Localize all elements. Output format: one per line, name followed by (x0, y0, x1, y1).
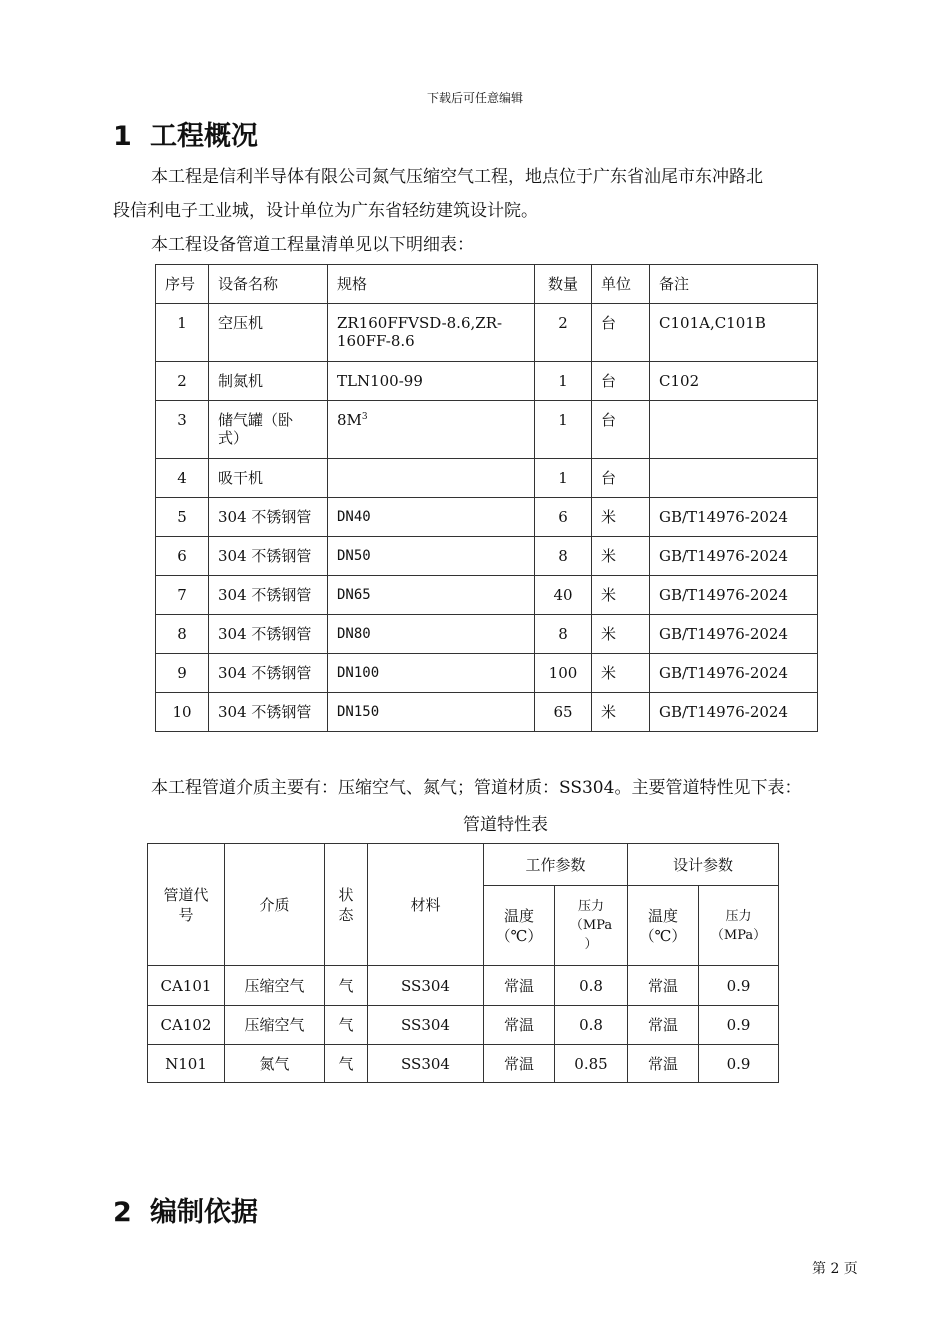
equipment-qty: 8 (535, 537, 592, 576)
spec-superscript: 3 (361, 412, 368, 422)
equipment-unit: 米 (592, 498, 650, 537)
equipment-qty: 1 (535, 459, 592, 498)
table-row (156, 537, 818, 576)
intro-line-1: 本工程是信利半导体有限公司氮气压缩空气工程，地点位于广东省汕尾市东冲路北 (151, 167, 763, 187)
header-line: 状 (338, 885, 354, 904)
pipe-code: CA101 (148, 966, 225, 1006)
equipment-unit: 台 (592, 401, 650, 459)
table-row (156, 615, 818, 654)
equipment-qty: 2 (535, 304, 592, 362)
spec-value: 8M (337, 411, 362, 429)
pipe-work-temp: 常温 (484, 1045, 555, 1083)
spec-line: ZR160FFVSD-8.6,ZR- (337, 314, 503, 332)
equipment-name: 304 不锈钢管 (209, 576, 328, 615)
table-row (156, 576, 818, 615)
header-design-pressure (699, 886, 779, 966)
equipment-name: 空压机 (209, 304, 328, 362)
header-line: 压力 (578, 899, 605, 914)
equipment-name (209, 401, 328, 459)
header-note: 下载后可任意编辑 (426, 91, 523, 105)
equipment-name: 304 不锈钢管 (209, 693, 328, 732)
header-line: 号 (178, 905, 194, 924)
table-row (148, 1006, 779, 1045)
equipment-spec: DN150 (328, 693, 535, 732)
table-header-row (156, 265, 818, 304)
pipe-design-pressure: 0.9 (699, 1045, 779, 1083)
equipment-spec: DN65 (328, 576, 535, 615)
pipe-code: CA102 (148, 1006, 225, 1045)
header-work-temp (484, 886, 555, 966)
section-2-heading (113, 1190, 258, 1229)
pipe-work-pressure: 0.85 (555, 1045, 628, 1083)
pipe-design-temp: 常温 (628, 1045, 699, 1083)
row-number: 5 (156, 498, 209, 537)
medium-paragraph (113, 771, 913, 805)
pipe-state: 气 (325, 966, 368, 1006)
equipment-qty: 65 (535, 693, 592, 732)
equipment-name: 304 不锈钢管 (209, 537, 328, 576)
pipe-work-temp: 常温 (484, 1006, 555, 1045)
pipe-state: 气 (325, 1006, 368, 1045)
section-1-heading (113, 114, 258, 153)
header-design-params: 设计参数 (628, 844, 779, 886)
equipment-spec: DN40 (328, 498, 535, 537)
table-row (148, 1045, 779, 1083)
header-line: （℃） (495, 926, 543, 945)
section-title: 编制依据 (150, 1197, 258, 1228)
pipe-state: 气 (325, 1045, 368, 1083)
name-line: 式） (218, 429, 249, 447)
pipe-medium: 压缩空气 (225, 966, 325, 1006)
table-row (156, 401, 818, 459)
equipment-spec: DN80 (328, 615, 535, 654)
intro-paragraph (113, 160, 863, 262)
header-line: ） (584, 937, 598, 952)
pipe-header-row (148, 844, 779, 886)
row-number: 8 (156, 615, 209, 654)
pipe-code: N101 (148, 1045, 225, 1083)
section-number: 1 (113, 121, 132, 152)
section-title: 工程概况 (150, 121, 258, 152)
equipment-qty: 40 (535, 576, 592, 615)
equipment-spec: DN100 (328, 654, 535, 693)
header-line: 管道代 (163, 885, 209, 904)
equipment-spec: TLN100-99 (328, 362, 535, 401)
table-row (156, 693, 818, 732)
section-number: 2 (113, 1197, 132, 1228)
equipment-name: 304 不锈钢管 (209, 498, 328, 537)
row-number: 3 (156, 401, 209, 459)
pipe-design-temp: 常温 (628, 1006, 699, 1045)
header-cell: 数量 (535, 265, 592, 304)
pipe-work-pressure: 0.8 (555, 1006, 628, 1045)
equipment-qty: 1 (535, 401, 592, 459)
row-number: 1 (156, 304, 209, 362)
header-cell: 单位 (592, 265, 650, 304)
row-number: 7 (156, 576, 209, 615)
equipment-unit: 米 (592, 615, 650, 654)
pipe-medium: 氮气 (225, 1045, 325, 1083)
header-line: （MPa (569, 918, 613, 933)
equipment-qty: 8 (535, 615, 592, 654)
equipment-spec (328, 459, 535, 498)
pipe-work-pressure: 0.8 (555, 966, 628, 1006)
name-line: 储气罐（卧 (218, 411, 294, 429)
table-row (148, 966, 779, 1006)
header-pipe-code (148, 844, 225, 966)
header-line: 态 (338, 905, 354, 924)
spec-line: 160FF-8.6 (337, 332, 415, 350)
intro-line-2: 段信利电子工业城，设计单位为广东省轻纺建筑设计院。 (113, 201, 538, 221)
row-number: 9 (156, 654, 209, 693)
pipe-material: SS304 (368, 1006, 484, 1045)
header-design-temp (628, 886, 699, 966)
header-material: 材料 (368, 844, 484, 966)
equipment-note (650, 459, 818, 498)
equipment-spec (328, 304, 535, 362)
equipment-unit: 台 (592, 459, 650, 498)
table-row (156, 362, 818, 401)
header-working-params: 工作参数 (484, 844, 628, 886)
equipment-note: GB/T14976-2024 (650, 654, 818, 693)
equipment-note: C101A,C101B (650, 304, 818, 362)
pipe-design-temp: 常温 (628, 966, 699, 1006)
header-cell: 备注 (650, 265, 818, 304)
pipe-characteristics-table (147, 843, 779, 1083)
page-number: 第 2 页 (812, 1261, 858, 1277)
equipment-note: GB/T14976-2024 (650, 537, 818, 576)
equipment-unit: 米 (592, 576, 650, 615)
header-cell: 序号 (156, 265, 209, 304)
pipe-material: SS304 (368, 1045, 484, 1083)
header-state (325, 844, 368, 966)
equipment-name: 制氮机 (209, 362, 328, 401)
equipment-table (155, 264, 818, 732)
table-row (156, 498, 818, 537)
row-number: 6 (156, 537, 209, 576)
pipe-design-pressure: 0.9 (699, 1006, 779, 1045)
pipe-material: SS304 (368, 966, 484, 1006)
equipment-qty: 100 (535, 654, 592, 693)
equipment-name: 吸干机 (209, 459, 328, 498)
pipe-design-pressure: 0.9 (699, 966, 779, 1006)
table-row (156, 304, 818, 362)
header-line: 压力 (725, 908, 752, 924)
equipment-unit: 米 (592, 693, 650, 732)
header-line: 温度 (648, 906, 679, 925)
equipment-note: GB/T14976-2024 (650, 498, 818, 537)
medium-text: 本工程管道介质主要有：压缩空气、氮气；管道材质：SS304。主要管道特性见下表： (151, 778, 802, 798)
header-line: （℃） (639, 926, 687, 945)
table-row (156, 654, 818, 693)
equipment-spec: DN50 (328, 537, 535, 576)
equipment-name: 304 不锈钢管 (209, 615, 328, 654)
equipment-unit: 台 (592, 362, 650, 401)
equipment-qty: 1 (535, 362, 592, 401)
equipment-name: 304 不锈钢管 (209, 654, 328, 693)
equipment-note (650, 401, 818, 459)
equipment-qty: 6 (535, 498, 592, 537)
header-work-pressure (555, 886, 628, 966)
pipe-work-temp: 常温 (484, 966, 555, 1006)
equipment-unit: 米 (592, 537, 650, 576)
header-line: （MPa） (710, 927, 767, 943)
header-cell: 规格 (328, 265, 535, 304)
header-medium: 介质 (225, 844, 325, 966)
row-number: 2 (156, 362, 209, 401)
equipment-note: GB/T14976-2024 (650, 693, 818, 732)
equipment-note: GB/T14976-2024 (650, 576, 818, 615)
pipe-medium: 压缩空气 (225, 1006, 325, 1045)
header-line: 温度 (503, 906, 534, 925)
equipment-spec (328, 401, 535, 459)
equipment-unit: 米 (592, 654, 650, 693)
equipment-note: GB/T14976-2024 (650, 615, 818, 654)
list-intro: 本工程设备管道工程量清单见以下明细表： (151, 235, 474, 255)
table-row (156, 459, 818, 498)
equipment-note: C102 (650, 362, 818, 401)
pipe-table-caption: 管道特性表 (463, 815, 548, 835)
row-number: 4 (156, 459, 209, 498)
header-cell: 设备名称 (209, 265, 328, 304)
row-number: 10 (156, 693, 209, 732)
equipment-unit: 台 (592, 304, 650, 362)
